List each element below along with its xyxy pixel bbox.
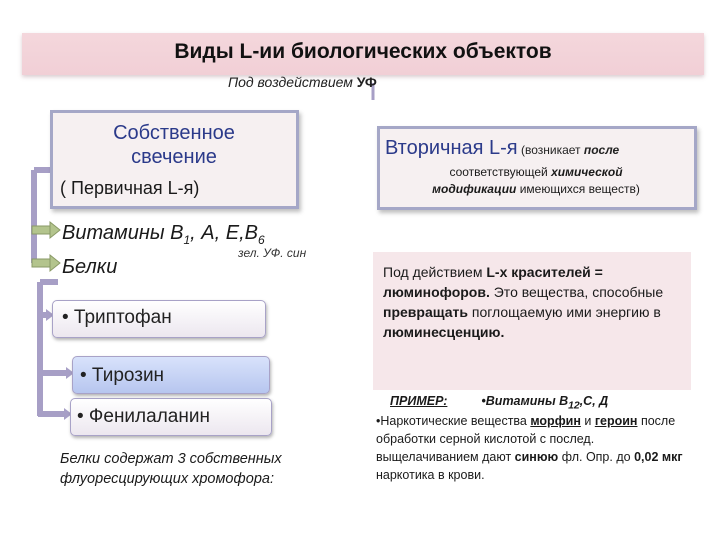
secondary-title	[385, 137, 619, 160]
arrow-tyrosine	[38, 367, 74, 379]
narcotics-text	[376, 412, 686, 484]
narco-h: 0,02 мкг	[634, 450, 683, 464]
primary-title-line2: свечение	[131, 146, 217, 168]
lum-t7: люминесценцию.	[383, 324, 505, 340]
vitamins-label	[62, 222, 265, 247]
subtitle	[228, 74, 377, 90]
lum-t1: Под действием	[383, 264, 487, 280]
primary-subtitle	[60, 178, 199, 199]
secondary-line3-b: имеющихся веществ)	[516, 182, 640, 196]
lum-t3: люминофоров.	[383, 284, 490, 300]
green-uv-blue-note: зел. УФ. син	[238, 246, 307, 260]
luminophores-text	[383, 262, 687, 342]
lum-t5: превращать	[383, 304, 468, 320]
narco-g: фл. Опр. до	[558, 450, 635, 464]
narco-i: наркотика в крови.	[376, 468, 485, 482]
narco-d: героин	[594, 414, 638, 428]
primary-title-line1: Собственное	[113, 122, 235, 144]
primary-title	[62, 121, 286, 169]
subtitle-uv: УФ	[356, 74, 377, 90]
proteins-note: Белки содержат 3 собственных флуоресцирующих хромофора:	[60, 451, 282, 487]
secondary-line2-b: химической	[551, 165, 623, 179]
primary-sub-open: (	[60, 178, 71, 198]
narco-c: и	[580, 414, 595, 428]
tryptophan-label: • Триптофан	[62, 307, 172, 328]
proteins-label: Белки	[62, 256, 118, 278]
secondary-line3-a: модификации	[432, 182, 517, 196]
example-line	[390, 394, 608, 412]
vitamins-sub2: 6	[257, 233, 265, 247]
subtitle-text: Под воздействием	[228, 74, 357, 90]
secondary-line3	[380, 182, 692, 196]
example-vitamins	[481, 394, 609, 412]
secondary-note-after: после	[583, 143, 620, 157]
primary-sub-close: )	[193, 178, 200, 198]
example-vit-text: •Витамины В	[481, 394, 569, 408]
narco-a: •Наркотические вещества	[376, 414, 531, 428]
secondary-line2	[380, 165, 692, 179]
vitamins-sub1: 1	[183, 233, 191, 247]
lum-t2: L-х красителей =	[486, 264, 603, 280]
narco-b: морфин	[530, 414, 581, 428]
primary-sub-text: Первичная L-я	[71, 178, 194, 198]
secondary-line2-a: соответствующей	[449, 165, 552, 179]
phenylalanine-label: • Фенилаланин	[77, 406, 210, 427]
example-vit-rest: ,С, Д	[579, 394, 609, 408]
lum-t4: Это вещества, способные	[489, 284, 664, 300]
secondary-title-text: Вторичная L-я	[385, 137, 518, 159]
narco-e: после обработки серной кислотой с послед. выщелачиванием дают	[376, 414, 676, 464]
lum-t6: поглощаемую ими энергию в	[467, 304, 661, 320]
example-label: ПРИМЕР:	[390, 394, 448, 408]
vitamins-mid: , А, Е,В	[190, 222, 258, 244]
vitamins-text: Витамины В	[62, 222, 184, 244]
arrow-phenylalanine	[38, 408, 72, 420]
secondary-note-open: (возникает	[517, 143, 584, 157]
narco-f: синюю	[514, 450, 559, 464]
page-title: Виды L-ии биологических объектов	[174, 40, 552, 63]
tyrosine-label: • Тирозин	[80, 365, 165, 386]
example-vit-sub: 12	[568, 400, 580, 412]
